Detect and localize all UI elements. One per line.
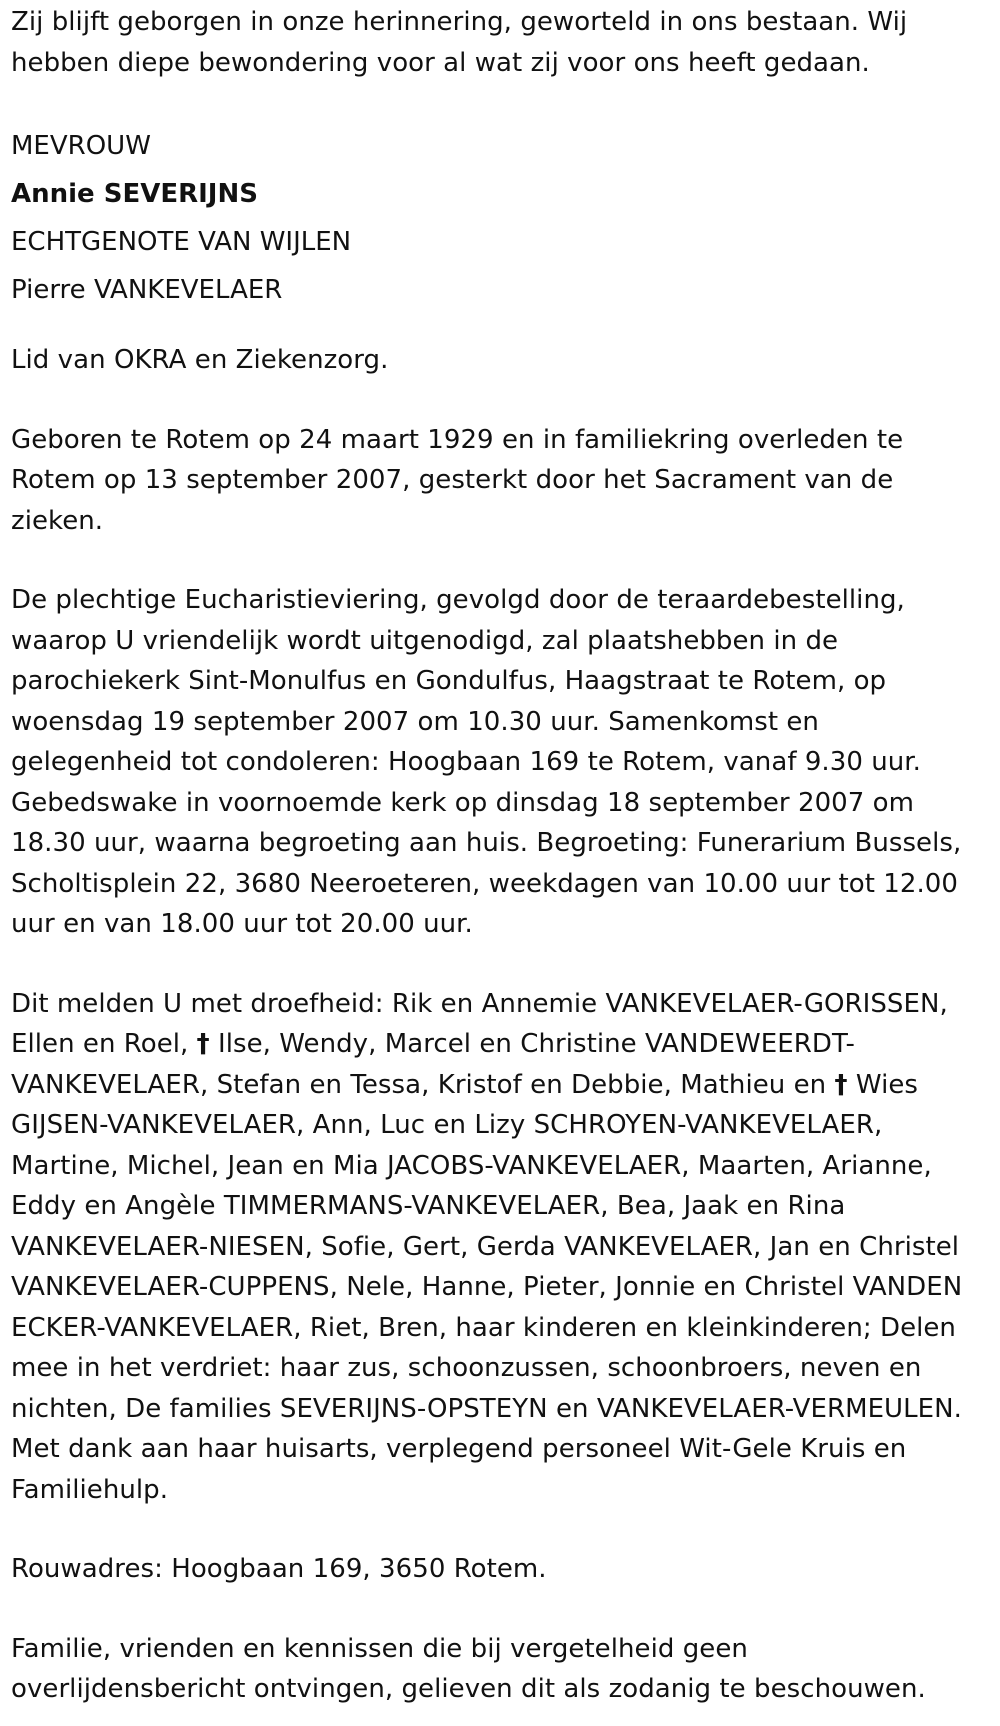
intro-paragraph: Zij blijft geborgen in onze herinnering, geworteld in ons bestaan. Wij hebben diepe bewondering voor al wat zij voor ons heeft gedaan. — [11, 7, 908, 78]
cross-icon: † — [196, 1029, 210, 1059]
deceased-block — [11, 122, 986, 314]
deceased-name: Annie SEVERIJNS — [11, 179, 258, 209]
cross-icon: † — [834, 1069, 848, 1100]
membership-paragraph: Lid van OKRA en Ziekenzorg. — [11, 345, 389, 375]
deceased-relation: ECHTGENOTE VAN WIJLEN — [11, 227, 352, 257]
birth-death-paragraph: Geboren te Rotem op 24 maart 1929 en in familiekring overleden te Rotem op 13 september 2007, gesterkt door het Sacrament van de zieken. — [11, 424, 904, 536]
address-paragraph: Rouwadres: Hoogbaan 169, 3650 Rotem. — [11, 1554, 547, 1584]
deceased-title: MEVROUW — [11, 131, 151, 161]
announcement-text-1: Dit melden U met droefheid: Rik en Annemie VANKEVELAER-GORISSEN, Ellen en Roel, — [11, 988, 948, 1059]
ceremony-paragraph: De plechtige Eucharistieviering, gevolgd door de teraardebestelling, waarop U vriendelijk wordt uitgenodigd, zal plaatshebben in de parochiekerk Sint-Monulfus en Gondulfus, Haagstraat te Rotem, op woensdag 19 september 2007 om 10.30 uur. Samenkomst en gelegenheid tot condoleren: Hoogbaan 169 te Rotem, vanaf 9.30 uur. Gebedswake in voornoemde kerk op dinsdag 18 september 2007 om 18.30 uur, waarna begroeting aan huis. Begroeting: Funerarium Bussels, Scholtisplein 22, 3680 Neeroeteren, weekdagen van 10.00 uur tot 12.00 uur en van 18.00 uur tot 20.00 uur. — [11, 585, 962, 939]
announcement-text-3: Wies GIJSEN-VANKEVELAER, Ann, Luc en Lizy SCHROYEN-VANKEVELAER, Martine, Michel, Jean en Mia JACOBS-VANKEVELAER, Maarten, Arianne, Eddy en Angèle TIMMERMANS-VANKEVELAER, Bea, Jaak en Rina VANKEVELAER-NIESEN, Sofie, Gert, Gerda VANKEVELAER, Jan en Christel VANKEVELAER-CUPPENS, Nele, Hanne, Pieter, Jonnie en Christel VANDEN ECKER-VANKEVELAER, Riet, Bren, haar kinderen en kleinkinderen; Delen mee in het verdriet: haar zus, schoonzussen, schoonbroers, neven en nichten, De families SEVERIJNS-OPSTEYN en VANKEVELAER-VERMEULEN. Met dank aan haar huisarts, verplegend personeel Wit-Gele Kruis en Familiehulp. — [11, 1069, 963, 1505]
announcement-text-2: Ilse, Wendy, Marcel en Christine VANDEWEERDT-VANKEVELAER, Stefan en Tessa, Kristof en Debbie, Mathieu en — [11, 1029, 855, 1100]
closing-paragraph: Familie, vrienden en kennissen die bij vergetelheid geen overlijdensbericht ontvingen, gelieven dit als zodanig te beschouwen. — [11, 1633, 926, 1704]
announcement-paragraph — [11, 984, 986, 1511]
deceased-spouse: Pierre VANKEVELAER — [11, 275, 283, 305]
